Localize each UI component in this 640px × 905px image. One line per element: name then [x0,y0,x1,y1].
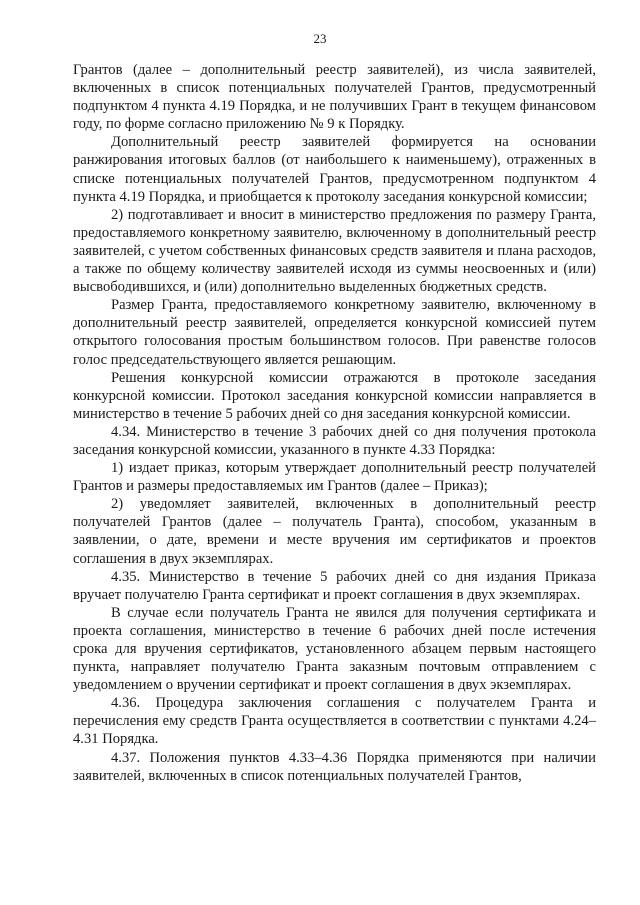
paragraph-3: 2) подготавливает и вносит в министерство предложения по размеру Гранта, предоставляемого конкретному заявителю, включенному в дополнительный реестр заявителей, с учетом собственных финансовых средств заявителя и плана расходов, а также по общему количеству заявителей исходя из суммы неосвоенных и (или) высвободившихся, и (или) дополнительно выделенных бюджетных средств. [73,206,596,296]
paragraph-12: 4.37. Положения пунктов 4.33–4.36 Порядка применяются при наличии заявителей, включенных в список потенциальных получателей Грантов, [73,749,596,784]
paragraph-2: Дополнительный реестр заявителей формируется на основании ранжирования итоговых баллов (от наибольшего к наименьшему), отраженных в списке потенциальных получателей Грантов, предусмотренном подпунктом 4 пункта 4.19 Порядка, и приобщается к протоколу заседания конкурсной комиссии; [73,134,596,205]
paragraph-10: В случае если получатель Гранта не явился для получения сертификата и проекта соглашения, министерство в течение 6 рабочих дней после истечения срока для вручения сертификатов, установленного абзацем первым настоящего пункта, направляет получателю Гранта заказным почтовым отправлением с уведомлением о вручении сертификат и проект соглашения в двух экземплярах. [73,604,596,694]
paragraph-11: 4.36. Процедура заключения соглашения с получателем Гранта и перечисления ему средств Гранта осуществляется в соответствии с пунктами 4.24–4.31 Порядка. [73,695,596,748]
page-number: 23 [313,31,327,46]
document-body [73,61,596,785]
paragraph-1: Грантов (далее – дополнительный реестр заявителей), из числа заявителей, включенных в список потенциальных получателей Грантов, предусмотренный подпунктом 4 пункта 4.19 Порядка, и не получивших Грант в текущем финансовом году, по форме согласно приложению № 9 к Порядку. [73,62,596,133]
paragraph-6: 4.34. Министерство в течение 3 рабочих дней со дня получения протокола заседания конкурсной комиссии, указанного в пункте 4.33 Порядка: [73,423,596,458]
paragraph-7: 1) издает приказ, которым утверждает дополнительный реестр получателей Грантов и размеры предоставляемых им Грантов (далее – Приказ); [73,460,596,495]
paragraph-5: Решения конкурсной комиссии отражаются в протоколе заседания конкурсной комиссии. Протокол заседания конкурсной комиссии направляется в министерство в течение 5 рабочих дней со дня заседания конкурсной комиссии. [73,369,596,422]
paragraph-4: Размер Гранта, предоставляемого конкретному заявителю, включенному в дополнительный реестр заявителей, определяется конкурсной комиссией путем открытого голосования простым большинством голосов. При равенстве голосов голос председательствующего является решающим. [73,297,596,368]
paragraph-9: 4.35. Министерство в течение 5 рабочих дней со дня издания Приказа вручает получателю Гранта сертификат и проект соглашения в двух экземплярах. [73,568,596,603]
paragraph-8: 2) уведомляет заявителей, включенных в дополнительный реестр получателей Грантов (далее – получатель Гранта), способом, указанным в заявлении, о дате, времени и месте вручения им сертификатов и проектов соглашения в двух экземплярах. [73,496,596,567]
